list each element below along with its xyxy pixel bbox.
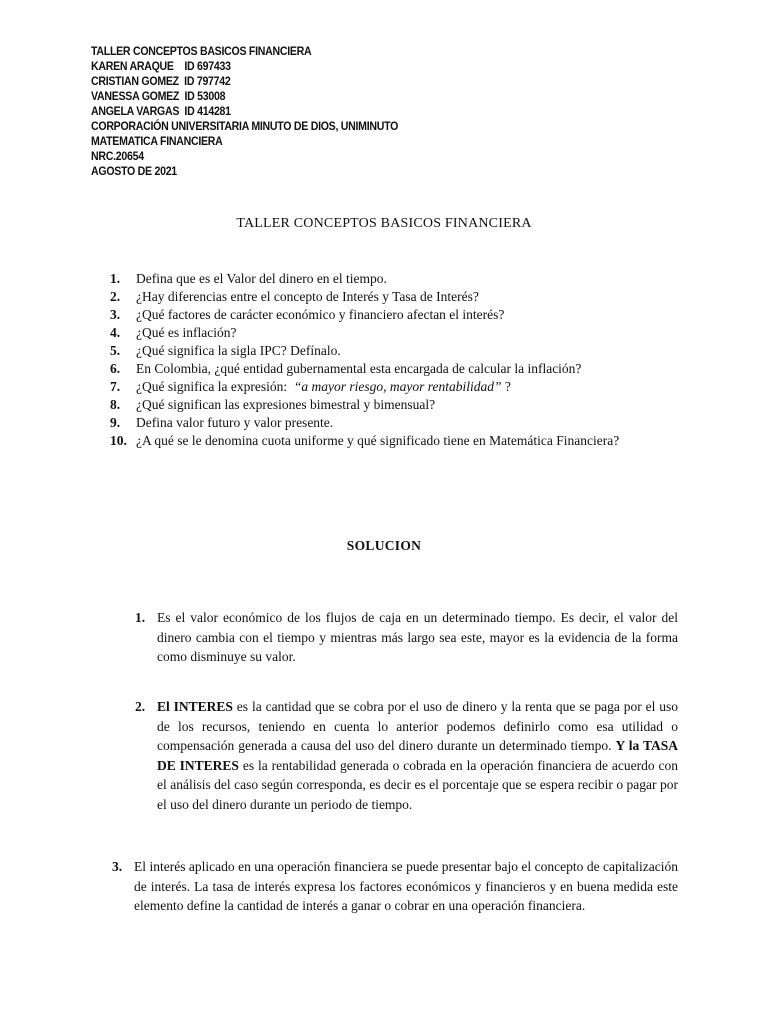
question-quote: “a mayor riesgo, mayor rentabilidad”	[293, 379, 502, 394]
header-line: AGOSTO DE 2021	[91, 166, 177, 178]
question-text: ¿Qué es inflación?	[136, 325, 237, 340]
answer-bold-term: El INTERES	[157, 699, 233, 714]
answer-number: 2.	[135, 699, 146, 714]
header-line: CRISTIAN GOMEZ ID 797742	[91, 76, 231, 88]
header-line: NRC.20654	[91, 151, 144, 163]
question-number: 1.	[110, 271, 121, 286]
question-item	[110, 360, 680, 378]
header-line: CORPORACIÓN UNIVERSITARIA MINUTO DE DIOS, UNIMINUTO	[91, 121, 399, 133]
question-item	[110, 378, 680, 396]
document-title: TALLER CONCEPTOS BASICOS FINANCIERA	[236, 216, 532, 231]
header-line: VANESSA GOMEZ ID 53008	[91, 91, 226, 103]
question-number: 5.	[110, 343, 121, 358]
question-item	[110, 288, 680, 306]
question-item	[110, 270, 680, 288]
question-number: 6.	[110, 361, 121, 376]
header-line: TALLER CONCEPTOS BASICOS FINANCIERA	[91, 46, 312, 58]
question-text: ¿A qué se le denomina cuota uniforme y qué significado tiene en Matemática Financiera?	[136, 433, 620, 448]
answer-text: El interés aplicado en una operación financiera se puede presentar bajo el concepto de capitalización de interés. La tasa de interés expresa los factores económicos y financieros y en buena medida este elemento define la cantidad de interés a ganar o cobrar en una operación financiera.	[134, 859, 678, 913]
header-line: MATEMATICA FINANCIERA	[91, 136, 223, 148]
question-text: ¿Qué significa la expresión:	[136, 379, 294, 394]
question-number: 4.	[110, 325, 121, 340]
question-item	[110, 396, 680, 414]
question-item	[110, 342, 680, 360]
question-item	[110, 306, 680, 324]
question-text: En Colombia, ¿qué entidad gubernamental esta encargada de calcular la inflación?	[136, 361, 582, 376]
answer-text: es la rentabilidad generada o cobrada en la operación financiera de acuerdo con el análisis del caso según corresponda, es decir es el porcentaje que se espera recibir o pagar por el uso del dinero durante un periodo de tiempo.	[157, 757, 678, 812]
question-text: ¿Qué significa la sigla IPC? Defínalo.	[136, 343, 341, 358]
question-text: Defina valor futuro y valor presente.	[136, 415, 334, 430]
answer-number: 3.	[112, 859, 123, 874]
question-text: ¿Qué significan las expresiones bimestral y bimensual?	[136, 397, 436, 412]
document-header	[91, 45, 398, 180]
question-text: ?	[501, 379, 511, 394]
answer-bold-term: Y la TASA DE INTERES	[157, 738, 679, 773]
question-text: ¿Hay diferencias entre el concepto de Interés y Tasa de Interés?	[136, 289, 479, 304]
answer-1	[135, 608, 678, 667]
question-item	[110, 432, 680, 450]
question-number: 7.	[110, 379, 121, 394]
answer-number: 1.	[135, 610, 146, 625]
question-text: Defina que es el Valor del dinero en el tiempo.	[136, 271, 387, 286]
question-list	[110, 270, 680, 450]
solution-title: SOLUCION	[346, 538, 422, 553]
answer-text: Es el valor económico de los flujos de caja en un determinado tiempo. Es decir, el valor del dinero cambia con el tiempo y mientras más largo sea este, mayor es la evidencia de la forma como disminuye su valor.	[157, 610, 678, 664]
answer-text: es la cantidad que se cobra por el uso de dinero y la renta que se paga por el uso de los recursos, teniendo en cuenta lo anterior podemos definirlo como esa utilidad o compensación generada a causa del uso del dinero durante un determinado tiempo.	[157, 699, 679, 753]
question-item	[110, 324, 680, 342]
question-text: ¿Qué factores de carácter económico y financiero afectan el interés?	[136, 307, 505, 322]
question-item	[110, 414, 680, 432]
question-number: 2.	[110, 289, 121, 304]
header-line: KAREN ARAQUE ID 697433	[91, 61, 231, 73]
header-line: ANGELA VARGAS ID 414281	[91, 106, 231, 118]
question-number: 3.	[110, 307, 121, 322]
question-number: 10.	[110, 433, 127, 448]
answer-3	[112, 857, 678, 916]
question-number: 9.	[110, 415, 121, 430]
question-number: 8.	[110, 397, 121, 412]
answer-2	[135, 697, 679, 814]
